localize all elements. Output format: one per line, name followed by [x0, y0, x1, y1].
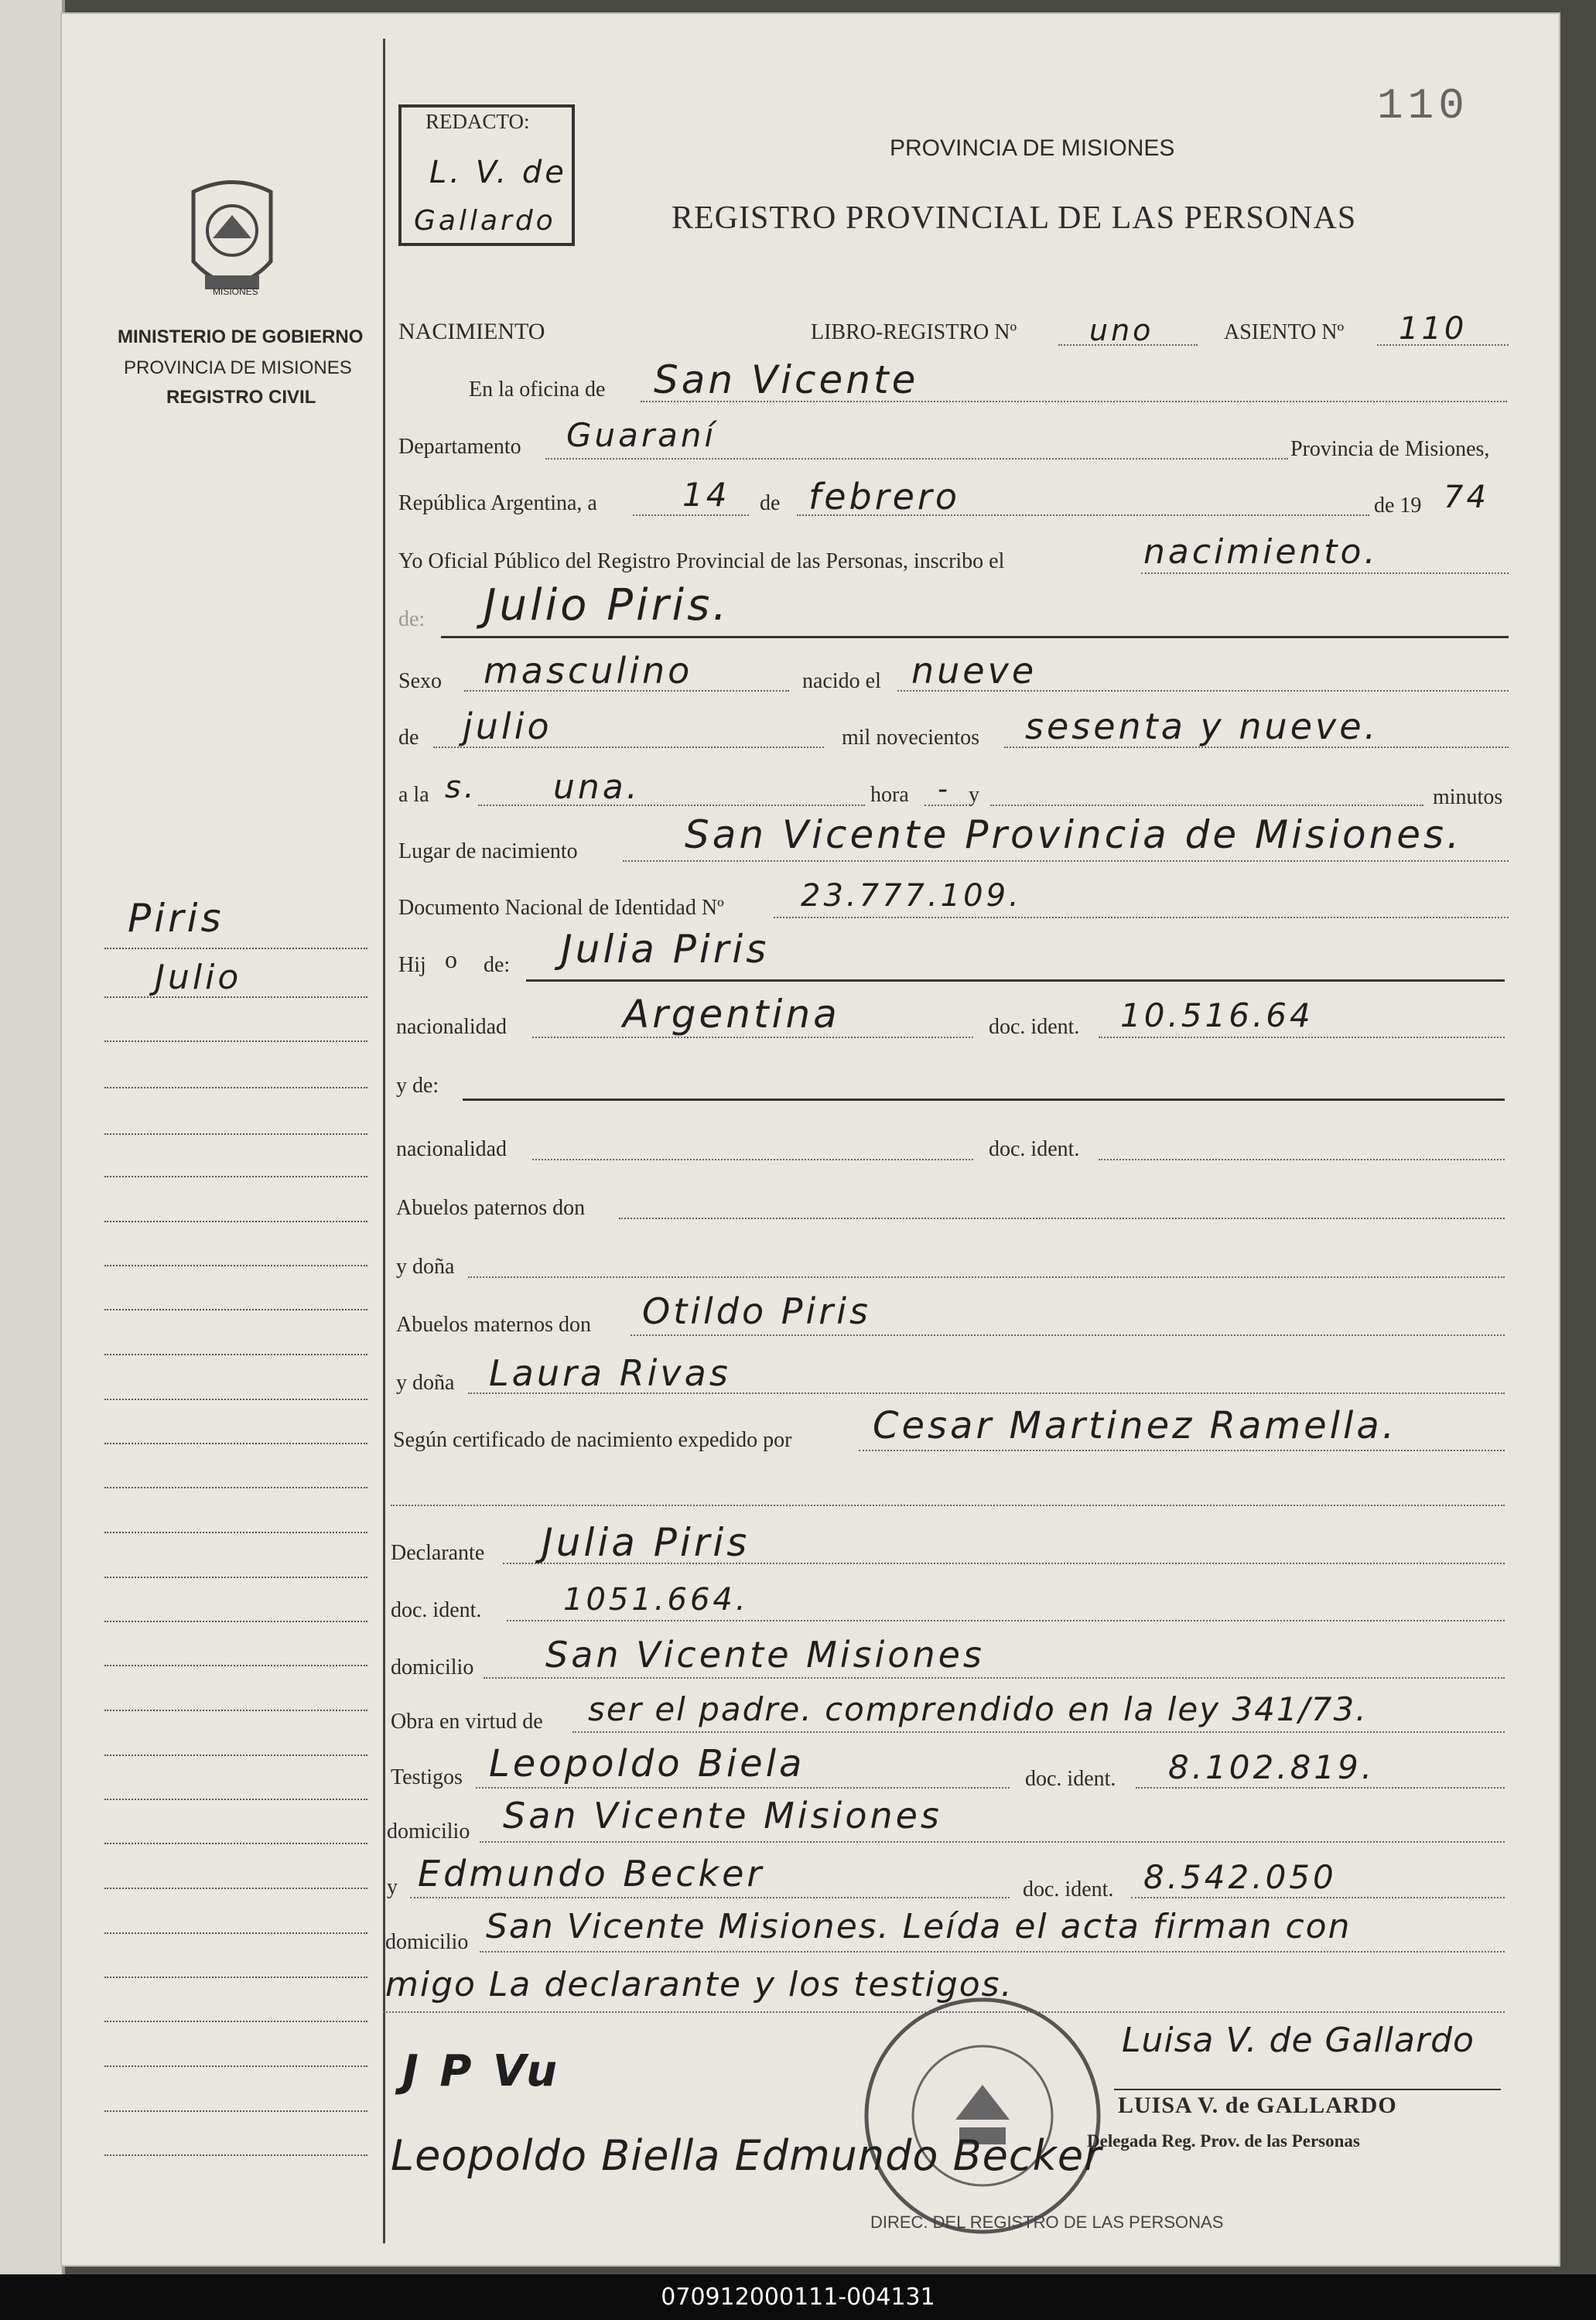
domicilio1-label: domicilio	[391, 1655, 474, 1679]
margin-given-name: Julio	[155, 958, 242, 997]
testigo1-line	[476, 1787, 1010, 1789]
domicilio3-label: domicilio	[385, 1930, 469, 1954]
declarante-value: Julia Piris	[542, 1520, 750, 1565]
nac2-label: nacionalidad	[396, 1137, 508, 1161]
lugar-line	[623, 860, 1509, 862]
doc1-label: doc. ident.	[989, 1015, 1080, 1039]
mes-nac-value: julio	[463, 706, 552, 747]
abuelos-pat-line	[619, 1218, 1505, 1219]
lugar-value: San Vicente Provincia de Misiones.	[685, 812, 1462, 857]
margin-line	[104, 1399, 367, 1400]
margin-line	[104, 1621, 367, 1622]
doct2-value: 8.542.050	[1143, 1858, 1337, 1896]
asiento-value: 110	[1399, 311, 1468, 347]
margin-line	[104, 1040, 367, 1042]
hijo-suffix: o	[445, 945, 457, 973]
ydona1-label: y doña	[396, 1255, 455, 1279]
nacido-value: nueve	[911, 650, 1037, 692]
margin-line	[104, 1577, 367, 1578]
domicilio2-value: San Vicente Misiones	[503, 1795, 942, 1837]
madre-value: Julia Piris	[561, 927, 770, 972]
domicilio3-value: San Vicente Misiones. Leída el acta firman con	[486, 1907, 1352, 1946]
margin-line	[104, 1977, 367, 1978]
abuelo-mat-value: Otildo Piris	[642, 1290, 871, 1332]
libro-value: uno	[1089, 313, 1154, 347]
oficina-label: En la oficina de	[469, 378, 606, 401]
minutos-line	[990, 805, 1423, 806]
departamento-line	[545, 458, 1288, 460]
nacido-label: nacido el	[802, 669, 881, 693]
mes-value: febrero	[808, 476, 960, 518]
year-label: de 19	[1374, 494, 1422, 518]
registro-civil-label: REGISTRO CIVIL	[166, 387, 316, 408]
margin-line	[104, 2110, 367, 2112]
left-page-edge	[0, 0, 65, 2290]
nac1-label: nacionalidad	[396, 1015, 508, 1039]
margin-rule	[383, 39, 385, 2243]
domicilio3-line	[480, 1951, 1505, 1953]
mil-label: mil novecientos	[842, 726, 980, 750]
dni-value: 23.777.109.	[801, 878, 1022, 914]
dia-line	[633, 514, 749, 516]
margin-line	[104, 1221, 367, 1222]
margin-line	[104, 1843, 367, 1844]
dia-value: 14	[682, 476, 730, 514]
margin-line	[104, 2154, 367, 2156]
asiento-label: ASIENTO Nº	[1224, 320, 1345, 344]
witness-signatures: Leopoldo Biella Edmundo Becker	[391, 2131, 1102, 2180]
margin-line	[104, 1265, 367, 1266]
docdecl-line	[507, 1620, 1505, 1621]
hora-value: una.	[553, 767, 641, 807]
margin-line	[104, 1888, 367, 1889]
testigo1-value: Leopoldo Biela	[489, 1742, 805, 1785]
sexo-label: Sexo	[398, 669, 442, 693]
segun-value: Cesar Martinez Ramella.	[873, 1404, 1397, 1447]
margin-line	[104, 1665, 367, 1666]
ydona1-line	[468, 1276, 1505, 1278]
margin-line	[104, 1755, 367, 1756]
margin-line	[104, 1799, 367, 1800]
hijo-label: Hij	[398, 953, 426, 977]
margin-line	[104, 1354, 367, 1355]
header-province: PROVINCIA DE MISIONES	[890, 135, 1175, 161]
margin-line	[104, 1443, 367, 1444]
oficina-value: San Vicente	[654, 357, 919, 402]
margin-line	[104, 1176, 367, 1177]
margin-line	[104, 2065, 367, 2067]
margin-line	[104, 1133, 367, 1135]
dni-line	[774, 917, 1509, 918]
hora-line	[478, 805, 865, 806]
margin-line	[104, 1710, 367, 1711]
minutos-label: minutos	[1433, 785, 1503, 809]
segun-line-2	[391, 1505, 1505, 1506]
segun-line	[859, 1450, 1505, 1451]
madre-line	[526, 979, 1505, 982]
redacto-label: REDACTO:	[425, 110, 530, 133]
page-number: 110	[1377, 81, 1469, 131]
signature-line	[1114, 2089, 1501, 2090]
ala-label: a la	[398, 783, 429, 807]
declarante-label: Declarante	[391, 1541, 485, 1565]
abuelos-pat-label: Abuelos paternos don	[396, 1196, 586, 1220]
departamento-value: Guaraní	[566, 416, 717, 454]
domicilio1-line	[484, 1677, 1505, 1679]
oficial-line	[1141, 572, 1509, 574]
obra-value: ser el padre. comprendido en la ley 341/73.	[588, 1690, 1368, 1728]
testigo2-line	[410, 1897, 1010, 1898]
hora-label: hora	[870, 783, 909, 807]
nac1-line	[532, 1037, 973, 1038]
doct2-label: doc. ident.	[1023, 1878, 1114, 1901]
margin-line	[104, 2021, 367, 2022]
ministry-label: MINISTERIO DE GOBIERNO	[118, 326, 364, 347]
official-stamp-icon	[855, 1988, 1110, 2243]
doc2-label: doc. ident.	[989, 1137, 1080, 1161]
registrant-name: Julio Piris.	[484, 580, 730, 630]
docdecl-value: 1051.664.	[563, 1582, 749, 1618]
doc1-value: 10.516.64	[1120, 996, 1314, 1034]
de-label: de	[760, 491, 781, 515]
margin-line	[104, 1932, 367, 1934]
domicilio2-line	[480, 1841, 1505, 1843]
de2-label: de	[398, 726, 419, 750]
province-label: PROVINCIA DE MISIONES	[124, 357, 352, 378]
margin-line	[104, 1087, 367, 1088]
doct1-line	[1136, 1787, 1505, 1789]
segun-label: Según certificado de nacimiento expedido por	[393, 1428, 792, 1452]
form-kind: NACIMIENTO	[398, 319, 545, 344]
anio-nac-value: sesenta y nueve.	[1025, 706, 1379, 747]
domicilio2-label: domicilio	[387, 1819, 470, 1843]
doct2-line	[1131, 1897, 1505, 1898]
redacto-value-2: Gallardo	[414, 205, 556, 237]
oficial-value: nacimiento.	[1143, 532, 1379, 572]
de-name-label: de:	[398, 607, 425, 631]
abuela-mat-value: Laura Rivas	[489, 1352, 731, 1394]
dash-value: -	[938, 774, 951, 805]
testigos-label: Testigos	[391, 1765, 463, 1789]
official-title: Delegada Reg. Prov. de las Personas	[1087, 2131, 1360, 2151]
provincia-text: Provincia de Misiones,	[1290, 437, 1490, 461]
hijo-de-label: de:	[484, 953, 511, 977]
doct1-label: doc. ident.	[1025, 1767, 1116, 1791]
official-signature: Luisa V. de Gallardo	[1122, 2021, 1475, 2060]
doct1-value: 8.102.819.	[1168, 1748, 1376, 1786]
seal-text: MISIONES	[213, 286, 258, 297]
margin-line	[104, 1309, 367, 1310]
sexo-value: masculino	[484, 650, 693, 692]
stamp-text: DIREC. DEL REGISTRO DE LAS PERSONAS	[870, 2212, 1224, 2232]
departamento-label: Departamento	[398, 435, 521, 459]
nac1-value: Argentina	[623, 992, 840, 1037]
padre-line	[463, 1098, 1505, 1101]
dni-label: Documento Nacional de Identidad Nº	[398, 896, 724, 920]
header-registry: REGISTRO PROVINCIAL DE LAS PERSONAS	[672, 200, 1357, 236]
docdecl-label: doc. ident.	[391, 1598, 482, 1622]
name-line	[441, 636, 1509, 638]
ala-value: s.	[445, 770, 477, 805]
ydona2-label: y doña	[396, 1371, 455, 1395]
year-value: 74	[1444, 480, 1489, 515]
yde-label: y de:	[396, 1074, 439, 1098]
testigo2-value: Edmundo Becker	[418, 1853, 765, 1895]
nac2-line	[532, 1159, 973, 1160]
margin-line	[104, 1532, 367, 1533]
abuelos-mat-line	[631, 1334, 1505, 1336]
abuelos-mat-label: Abuelos maternos don	[396, 1313, 591, 1337]
redacto-value-1: L. V. de	[429, 155, 567, 190]
image-id-footer: 070912000111-004131	[0, 2274, 1596, 2320]
closing-value: migo La declarante y los testigos.	[385, 1965, 1013, 2004]
oficial-text: Yo Oficial Público del Registro Provincial de las Personas, inscribo el	[398, 549, 1005, 573]
obra-line	[572, 1731, 1505, 1733]
margin-surname: Piris	[128, 896, 224, 941]
official-name: LUISA V. de GALLARDO	[1118, 2093, 1397, 2118]
doc2-line	[1099, 1159, 1505, 1160]
y-testigo-label: y	[387, 1875, 398, 1899]
margin-line	[104, 948, 367, 949]
republica-label: República Argentina, a	[398, 491, 597, 515]
obra-label: Obra en virtud de	[391, 1710, 543, 1734]
domicilio1-value: San Vicente Misiones	[545, 1634, 985, 1676]
y-label: y	[969, 783, 979, 807]
lugar-label: Lugar de nacimiento	[398, 839, 578, 863]
declarant-signature: J P Vu	[402, 2046, 561, 2096]
doc1-line	[1099, 1037, 1505, 1038]
margin-line	[104, 1487, 367, 1488]
libro-label: LIBRO-REGISTRO Nº	[811, 320, 1017, 344]
